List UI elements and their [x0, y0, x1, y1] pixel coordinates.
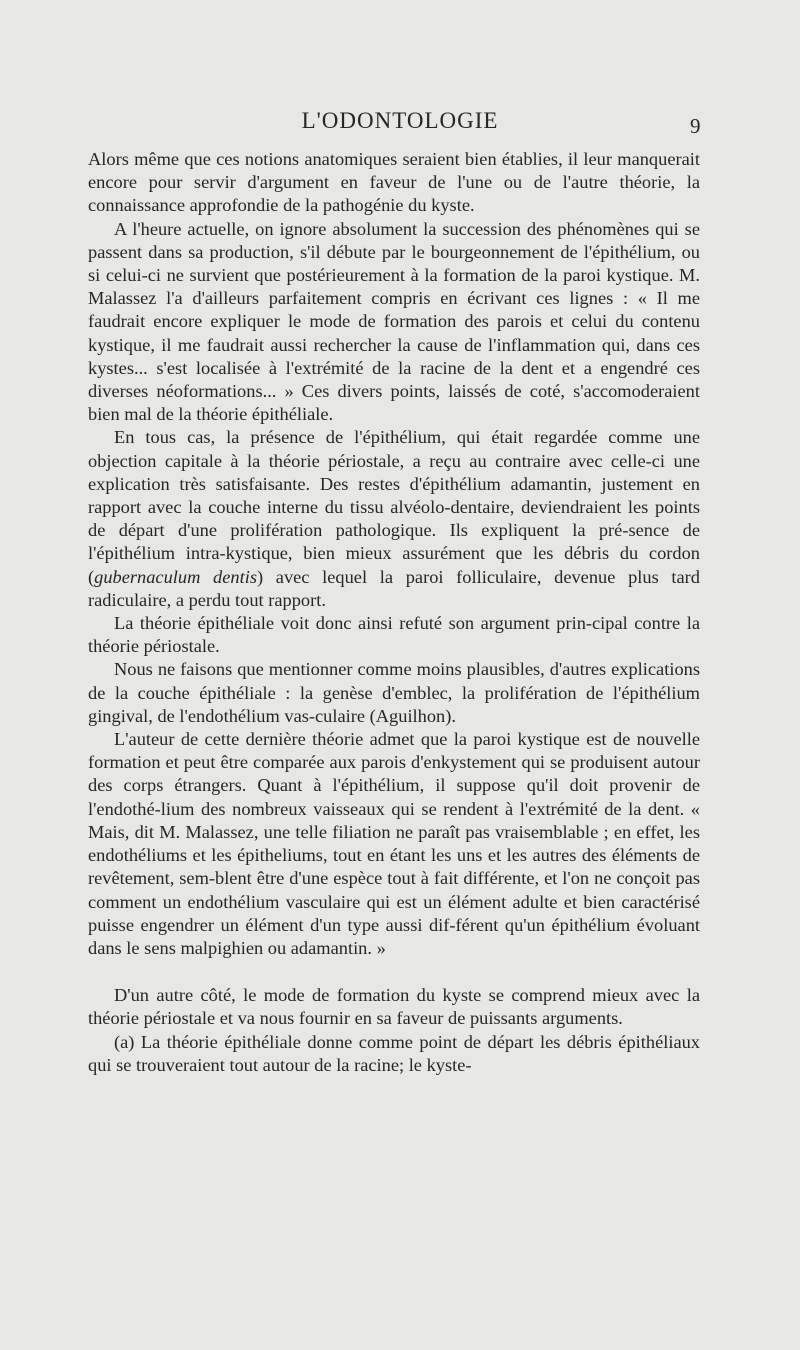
page-number: 9 — [690, 114, 701, 138]
paragraph: A l'heure actuelle, on ignore absolument la succession des phénomènes qui se passent dans sa production, s'il débute par le bourgeonnement de l'épithélium, ou si celui-ci ne survient que postérieurement à la formation de la paroi kystique. M. Malassez l'a d'ailleurs parfaitement compris en écrivant ces lignes : « Il me faudrait encore expliquer le mode de formation des parois et celui du contenu kystique, il me faudrait aussi rechercher la cause de l'inflammation qui, dans ces kystes... s'est localisée à l'extrémité de la racine de la dent et a engendré ces diverses néoformations... » Ces divers points, laissés de coté, s'accomoderaient bien mal de la théorie épithéliale. — [88, 218, 700, 425]
paragraph — [88, 426, 700, 612]
paragraph: L'auteur de cette dernière théorie admet que la paroi kystique est de nouvelle formation et peut être comparée aux parois d'enkystement qui se produisent autour des corps étrangers. Quant à l'épithélium, il suppose qu'il doit provenir de l'endothé-lium des nombreux vaisseaux qui se rendent à l'extrémité de la dent. « Mais, dit M. Malassez, une telle filiation ne paraît pas vraisemblable ; en effet, les endothéliums et les épitheliums, tout en étant les uns et les autres des éléments de revêtement, sem-blent être d'une espèce tout à fait différente, et l'on ne conçoit pas comment un endothélium vasculaire qui est un élément adulte et bien caractérisé puisse engendrer un élément d'un type aussi dif-férent qu'un épithélium évoluant dans le sens malpighien ou adamantin. » — [88, 729, 700, 958]
paragraph: Alors même que ces notions anatomiques seraient bien établies, il leur manquerait encore pour servir d'argument en faveur de l'une ou de l'autre théorie, la connaissance approfondie de la pathogénie du kyste. — [88, 149, 700, 216]
paragraph: Nous ne faisons que mentionner comme moins plausibles, d'autres explications de la couche épithéliale : la genèse d'emblec, la prolifération de l'épithélium gingival, de l'endothélium vas-culaire (Aguilhon). — [88, 659, 700, 726]
paragraph-text: En tous cas, la présence de l'épithélium, qui était regardée comme une objection capitale à la théorie périostale, a reçu au contraire avec celle-ci une explication très satisfaisante. Des restes d'épithélium adamantin, justement en rapport avec la couche interne du tissu alvéolo-dentaire, deviendraient les points de départ d'une prolifération pathologique. Ils expliquent la pré-sence de l'épithélium intra-kystique, bien mieux assurément que les débris du cordon ( — [88, 427, 700, 587]
paragraph-text: ) avec lequel la paroi folliculaire, devenue plus tard radiculaire, a perdu tout rapport. — [88, 566, 700, 610]
latin-term: gubernaculum dentis — [94, 566, 257, 587]
paragraph: D'un autre côté, le mode de formation du kyste se comprend mieux avec la théorie périostale et va nous fournir en sa faveur de puissants arguments. — [88, 985, 700, 1029]
paragraph: La théorie épithéliale voit donc ainsi refuté son argument prin-cipal contre la théorie périostale. — [88, 613, 700, 657]
running-title: L'ODONTOLOGIE — [301, 108, 499, 133]
body-text — [88, 148, 700, 1077]
paragraph: (a) La théorie épithéliale donne comme point de départ les débris épithéliaux qui se trouveraient tout autour de la racine; le kyste- — [88, 1031, 700, 1075]
running-header — [0, 108, 800, 140]
